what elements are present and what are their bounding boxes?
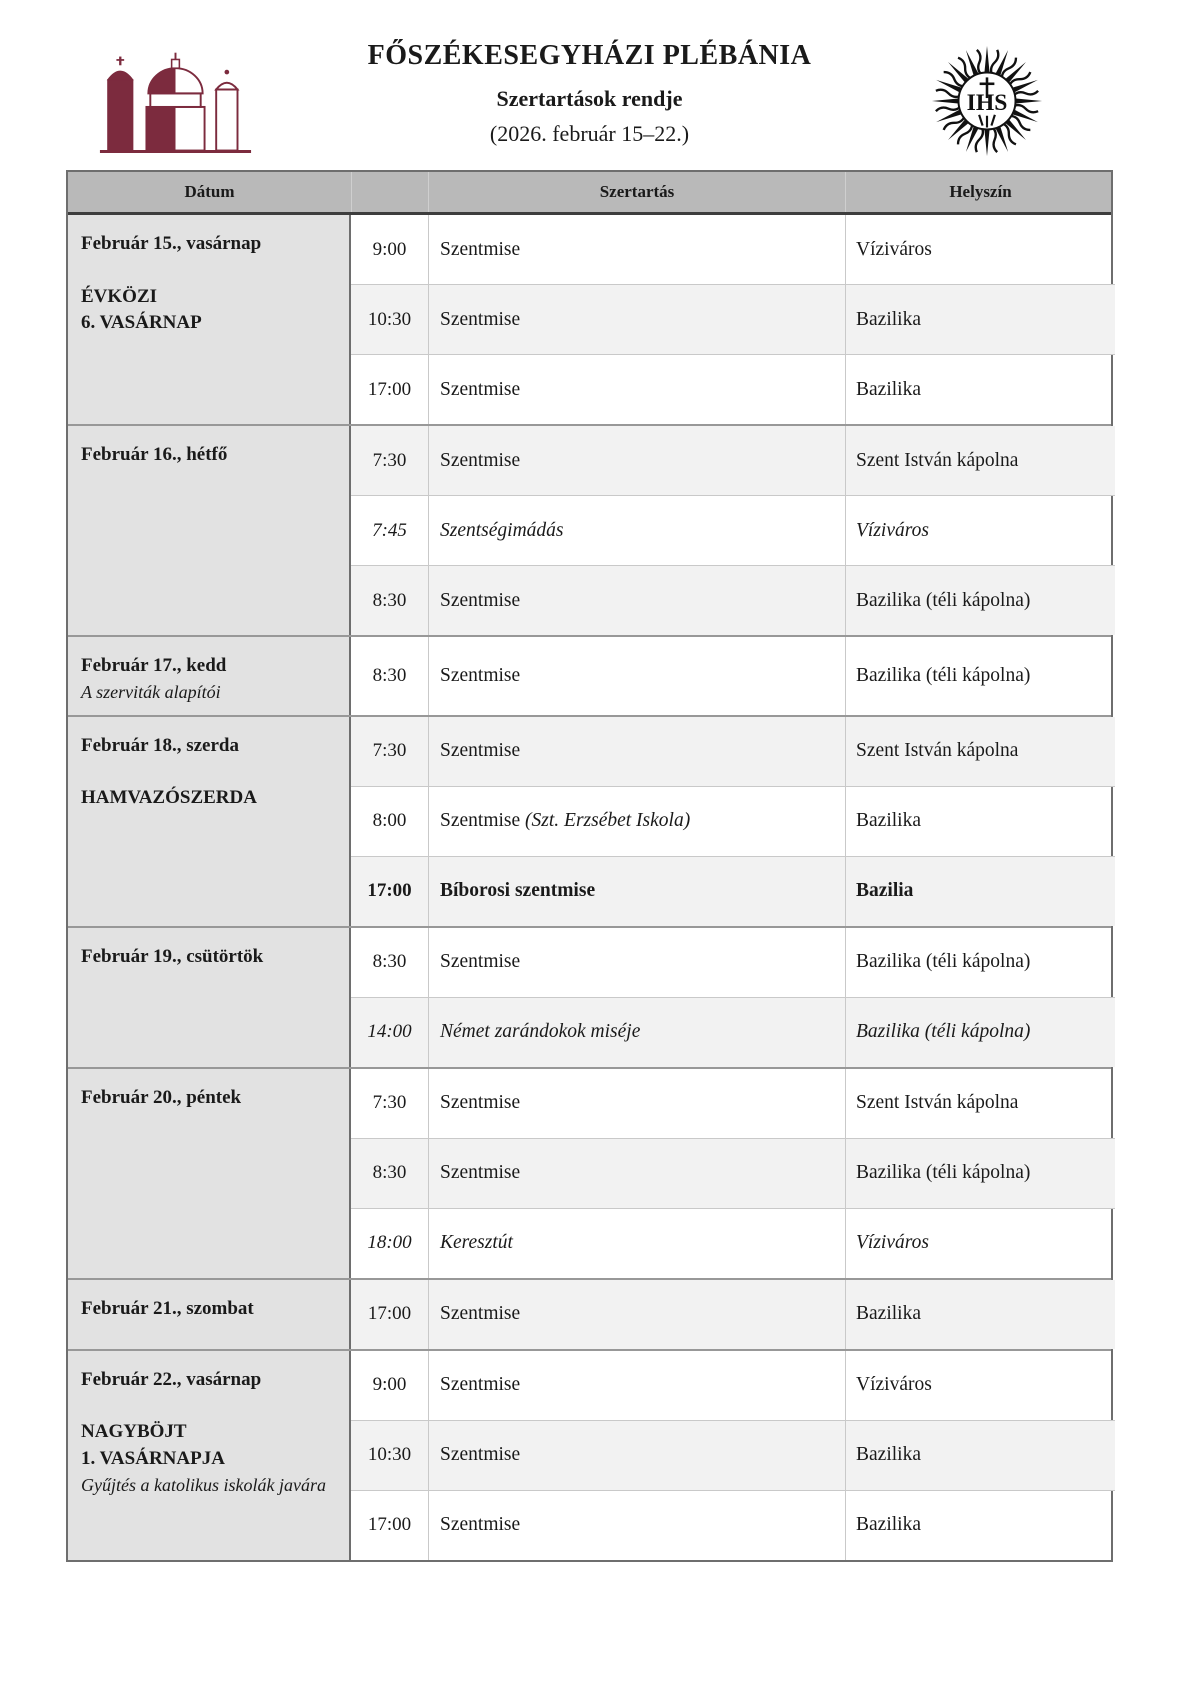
location-cell: Bazilika (téli kápolna) [845,637,1115,715]
ceremony-text: Szentmise [440,1303,521,1325]
ceremony-cell [428,1421,845,1490]
schedule-row [351,1280,1115,1349]
ceremony-text: Szentmise [440,378,521,400]
ihs-jesuit-emblem-icon [928,42,1046,165]
date-line: Február 20., péntek [81,1086,242,1108]
date-spacer [81,759,341,785]
location-cell: Bazilika [845,1280,1115,1349]
ceremony-cell [428,1069,845,1138]
location-cell: Bazilika (téli kápolna) [845,566,1115,635]
event-rows [351,717,1115,926]
schedule-row [351,717,1115,786]
ceremony-cell [428,1139,845,1208]
date-line: HAMVAZÓSZERDA [81,787,257,809]
date-group [68,1067,1111,1278]
ceremony-text: Keresztút [440,1232,513,1254]
schedule-row [351,354,1115,424]
date-line: Február 18., szerda [81,734,239,756]
schedule-row [351,928,1115,997]
date-line: Gyűjtés a katolikus iskolák javára [81,1474,326,1495]
date-group [68,715,1111,926]
document-header [0,0,1200,170]
schedule-row [351,1138,1115,1208]
ceremony-cell [428,998,845,1067]
ceremony-text: Szentmise [440,238,521,260]
date-line: ÉVKÖZI [81,285,158,307]
ceremony-text: Szentmise [440,589,521,611]
event-rows [351,426,1115,635]
column-header-date: Dátum [184,182,235,201]
time-cell: 7:30 [372,740,407,762]
location-cell: Víziváros [845,496,1115,565]
ceremony-cell [428,1351,845,1420]
schedule-row [351,1420,1115,1490]
time-cell: 7:45 [372,519,407,541]
date-cell [68,426,351,635]
ceremony-text: Német zarándokok miséje [440,1021,641,1043]
ceremony-cell [428,717,845,786]
schedule-row [351,215,1115,284]
ceremony-cell [428,1280,845,1349]
ceremony-text: Szentmise [440,664,521,686]
schedule-row [351,856,1115,926]
date-line: Február 16., hétfő [81,444,228,465]
location-cell: Bazilika (téli kápolna) [845,1139,1115,1208]
page-title: FŐSZÉKESEGYHÁZI PLÉBÁNIA [367,40,812,71]
column-header-location: Helyszín [845,172,1115,212]
time-cell: 18:00 [367,1232,412,1254]
date-spacer [81,258,341,284]
column-header-ceremony: Szertartás [428,172,845,212]
ceremony-text: Szentmise [440,1444,521,1466]
date-cell [68,215,351,424]
date-group [68,424,1111,635]
time-cell: 14:00 [367,1021,412,1043]
date-spacer [81,1393,341,1419]
schedule-row [351,637,1115,715]
time-cell: 17:00 [367,1514,412,1536]
ceremony-cell [428,857,845,926]
location-cell: Bazilika [845,355,1115,424]
date-group [68,215,1111,424]
ceremony-cell [428,1209,845,1278]
time-cell: 8:00 [372,810,407,832]
ceremony-cell [428,285,845,354]
ceremony-cell [428,426,845,495]
page-subtitle: Szertartások rendje [496,86,683,111]
ceremony-cell [428,215,845,284]
date-group [68,635,1111,715]
ceremony-text: Szentmise [440,1374,521,1396]
location-cell: Víziváros [845,215,1115,284]
schedule-row [351,1490,1115,1560]
date-line: Február 15., vasárnap [81,233,262,254]
schedule-row [351,1351,1115,1420]
location-cell: Bazilia [845,857,1115,926]
date-line: Február 22., vasárnap [81,1368,262,1390]
ceremony-cell [428,928,845,997]
schedule-row [351,495,1115,565]
schedule-row [351,997,1115,1067]
time-cell: 9:00 [372,238,407,260]
location-cell: Szent István kápolna [845,426,1115,495]
time-cell: 10:30 [367,308,412,330]
ceremony-cell [428,566,845,635]
location-cell: Víziváros [845,1209,1115,1278]
schedule-row [351,1069,1115,1138]
schedule-row [351,565,1115,635]
ceremony-text: Szentmise [440,951,521,973]
schedule-row [351,786,1115,856]
location-cell: Bazilika (téli kápolna) [845,928,1115,997]
time-cell: 7:30 [372,1092,407,1114]
date-cell [68,1280,351,1349]
ceremony-cell [428,496,845,565]
location-cell: Bazilika [845,1491,1115,1560]
date-line: NAGYBÖJT [81,1421,187,1443]
date-line: Február 19., csütörtök [81,945,264,967]
location-cell: Bazilika [845,1421,1115,1490]
ceremony-text: Szentmise [440,449,521,471]
schedule-table [66,170,1113,1562]
ceremony-text: Szentmise [440,810,521,832]
date-line: 6. VASÁRNAP [81,312,202,334]
schedule-row [351,426,1115,495]
event-rows [351,928,1115,1067]
date-line: A szerviták alapítói [81,681,221,702]
schedule-row [351,284,1115,354]
ceremony-text: Szentmise [440,1514,521,1536]
time-cell: 17:00 [367,1303,412,1325]
ceremony-text: Szentmise [440,1092,521,1114]
ceremony-cell [428,637,845,715]
time-cell: 8:30 [372,951,407,973]
date-range: (2026. február 15–22.) [489,121,690,146]
time-cell: 8:30 [372,1162,407,1184]
table-header-row [68,172,1111,215]
location-cell: Bazilika [845,285,1115,354]
ceremony-text: Szentségimádás [440,519,564,541]
ceremony-note: (Szt. Erzsébet Iskola) [520,810,691,832]
ceremony-text: Bíborosi szentmise [440,880,596,902]
location-cell: Szent István kápolna [845,1069,1115,1138]
date-cell [68,637,351,715]
svg-text:IHS: IHS [966,89,1008,116]
date-group [68,1278,1111,1349]
event-rows [351,1280,1115,1349]
date-cell [68,928,351,1067]
date-cell [68,717,351,926]
date-group [68,1349,1111,1560]
ceremony-cell [428,787,845,856]
schedule-row [351,1208,1115,1278]
ceremony-cell [428,355,845,424]
location-cell: Szent István kápolna [845,717,1115,786]
event-rows [351,1069,1115,1278]
time-cell: 8:30 [372,664,407,686]
date-group [68,926,1111,1067]
ceremony-text: Szentmise [440,308,521,330]
date-line: Február 17., kedd [81,655,227,676]
location-cell: Bazilika [845,787,1115,856]
date-cell [68,1351,351,1560]
table-body [68,215,1111,1560]
date-line: Február 21., szombat [81,1297,254,1319]
event-rows [351,1351,1115,1560]
time-cell: 17:00 [367,880,412,902]
ceremony-text: Szentmise [440,1162,521,1184]
location-cell: Víziváros [845,1351,1115,1420]
ceremony-text: Szentmise [440,740,521,762]
date-cell [68,1069,351,1278]
time-cell: 8:30 [372,589,407,611]
date-line: 1. VASÁRNAPJA [81,1447,225,1469]
time-cell: 17:00 [367,378,412,400]
time-cell: 7:30 [372,449,407,471]
time-cell: 9:00 [372,1374,407,1396]
event-rows [351,637,1115,715]
ceremony-cell [428,1491,845,1560]
event-rows [351,215,1115,424]
location-cell: Bazilika (téli kápolna) [845,998,1115,1067]
column-header-time [351,172,428,212]
time-cell: 10:30 [367,1444,412,1466]
